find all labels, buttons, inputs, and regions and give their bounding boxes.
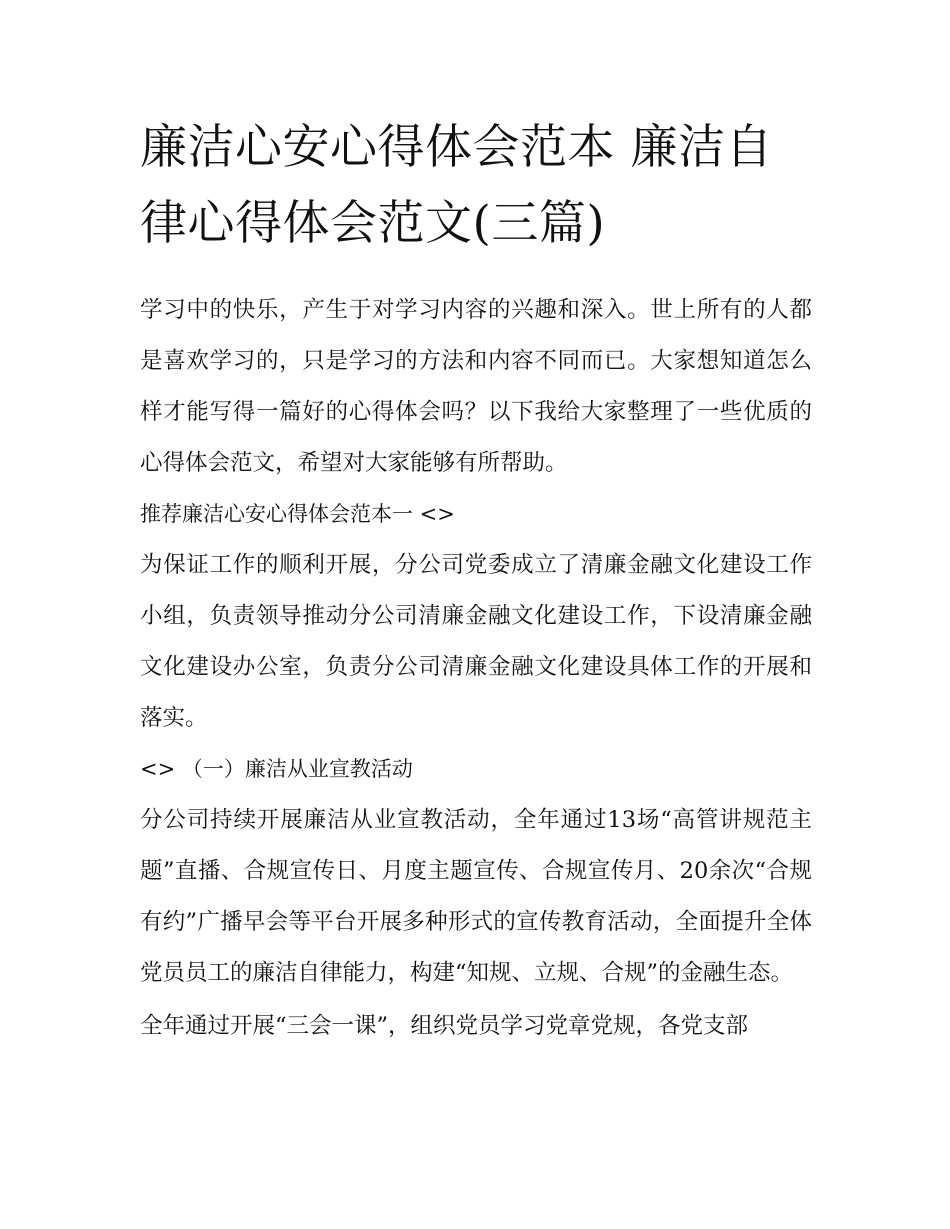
body-paragraph: 全年通过开展“三会一课”，组织党员学习党章党规，各党支部 [140,1013,749,1039]
document-page [140,110,812,1052]
body-paragraph: 为保证工作的顺利开展，分公司党委成立了清廉金融文化建设工作小组，负责领导推动分公司清廉金融文化建设工作，下设清廉金融文化建设办公室，负责分公司清廉金融文化建设具体工作的开展和落实。 [140,552,812,731]
title-line-2: 律心得体会范文(三篇) [140,196,606,251]
body-paragraph: 分公司持续开展廉洁从业宣教活动，全年通过13场“高管讲规范主题”直播、合规宣传日、月度主题宣传、合规宣传月、20余次“合规有约”广播早会等平台开展多种形式的宣传教育活动，全面提升全体党员员工的廉洁自律能力，构建“知规、立规、合规”的金融生态。 [140,807,812,986]
document-body [140,285,812,1052]
subheading: <> （一）廉洁从业宣教活动 [140,757,413,781]
section-heading: 推荐廉洁心安心得体会范本一 <> [140,502,455,526]
intro-paragraph: 学习中的快乐，产生于对学习内容的兴趣和深入。世上所有的人都是喜欢学习的，只是学习的方法和内容不同而已。大家想知道怎么样才能写得一篇好的心得体会吗？以下我给大家整理了一些优质的心得体会范文，希望对大家能够有所帮助。 [140,297,812,476]
title-line-1: 廉洁心安心得体会范本 廉洁自 [140,120,773,175]
document-title [140,110,812,262]
